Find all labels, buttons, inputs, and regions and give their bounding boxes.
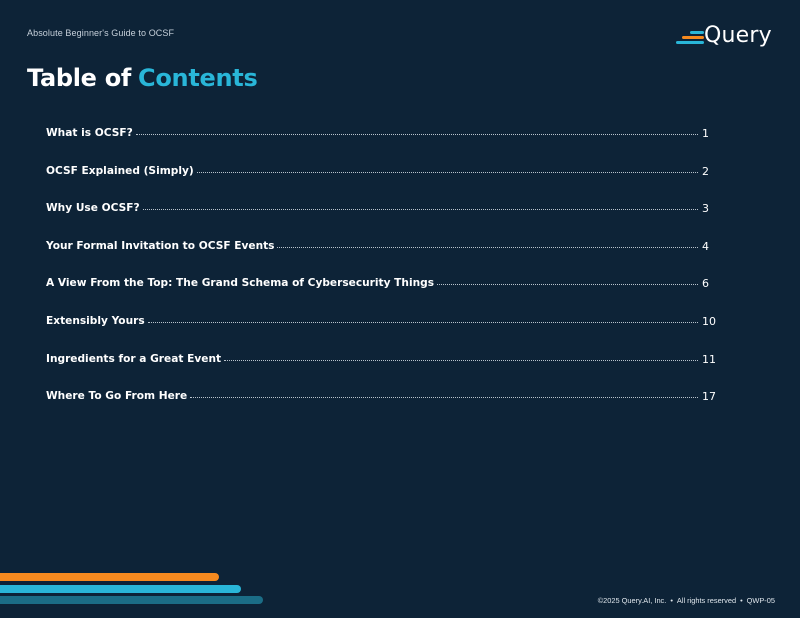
- toc-page-number: 2: [702, 164, 709, 178]
- toc-dot-leader: [143, 209, 698, 210]
- toc-dot-leader: [190, 397, 698, 398]
- toc-dot-leader: [277, 247, 698, 248]
- toc-entry-label: Why Use OCSF?: [46, 202, 140, 215]
- footer: [598, 596, 775, 605]
- logo-text: Query: [704, 23, 772, 48]
- toc-page-number: 6: [702, 277, 709, 291]
- toc-entry[interactable]: [46, 276, 720, 314]
- toc-page-number: 1: [702, 127, 709, 140]
- page-title: [27, 64, 257, 92]
- toc-page-number: 3: [702, 202, 709, 216]
- toc-entry[interactable]: [46, 201, 720, 239]
- toc-entry[interactable]: [46, 389, 720, 427]
- toc-entry[interactable]: [46, 352, 720, 390]
- toc-entry[interactable]: [46, 314, 720, 352]
- query-logo: [676, 22, 780, 52]
- decorative-cyan-bar: [0, 585, 241, 593]
- footer-code: QWP-05: [746, 596, 775, 605]
- decorative-teal-bar: [0, 596, 263, 604]
- toc-entry-label: Ingredients for a Great Event: [46, 352, 222, 365]
- toc-dot-leader: [224, 360, 698, 361]
- toc-entry[interactable]: [46, 164, 720, 202]
- toc-entry-label: A View From the Top: The Grand Schema of Cybersecurity Things: [46, 277, 434, 290]
- toc-entry[interactable]: [46, 239, 720, 277]
- toc-entry-label: Where To Go From Here: [46, 390, 188, 403]
- document-title: Absolute Beginner's Guide to OCSF: [27, 28, 175, 38]
- toc-dot-leader: [136, 134, 698, 135]
- toc-entry-label: OCSF Explained (Simply): [46, 164, 194, 177]
- decorative-orange-bar: [0, 573, 219, 581]
- toc-dot-leader: [437, 284, 698, 285]
- toc-entry-label: What is OCSF?: [46, 127, 133, 139]
- toc-dot-leader: [197, 172, 698, 173]
- toc-entry[interactable]: [46, 126, 720, 164]
- toc-page-number: 4: [702, 239, 709, 253]
- toc-page-number: 10: [702, 314, 716, 328]
- toc-page-number: 17: [702, 390, 716, 404]
- toc-entry-label: Extensibly Yours: [46, 314, 145, 327]
- footer-separator: •: [670, 596, 673, 605]
- toc-entry-label: Your Formal Invitation to OCSF Events: [46, 239, 275, 252]
- footer-separator: •: [740, 596, 743, 605]
- footer-copyright: ©2025 Query.AI, Inc.: [597, 596, 667, 605]
- footer-rights: All rights reserved: [676, 596, 737, 605]
- toc-dot-leader: [148, 322, 698, 323]
- toc-page-number: 11: [702, 352, 716, 366]
- table-of-contents: [46, 126, 720, 427]
- page-title-part1: Table of: [27, 64, 132, 92]
- page-title-accent: Contents: [138, 64, 258, 92]
